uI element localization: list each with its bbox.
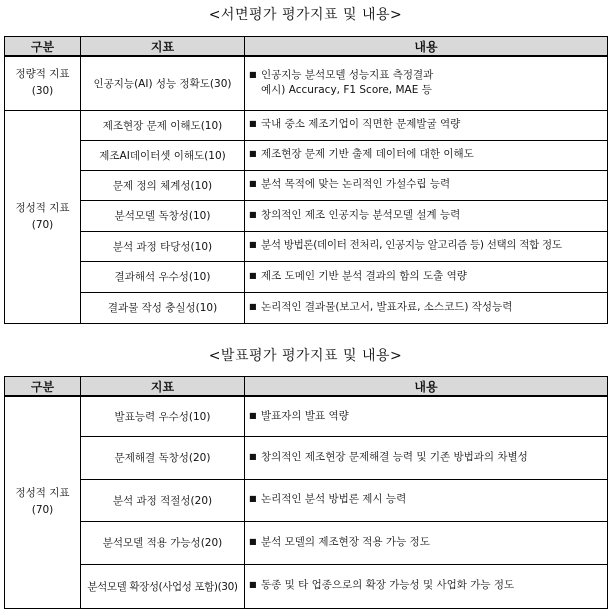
- content-cell: [245, 564, 608, 608]
- bullet-icon: ■: [249, 240, 257, 250]
- bullet-icon: ■: [249, 270, 257, 280]
- bullet-icon: ■: [249, 179, 257, 189]
- content-text: 동종 및 타 업종으로의 확장 가능성 및 사업화 가능 정도: [261, 579, 515, 592]
- content-text: 인공지능 분석모델 성능지표 측정결과: [261, 69, 434, 82]
- presentation-eval-table: [4, 376, 608, 609]
- indicator-cell: 제조현장 문제 이해도(10): [81, 110, 245, 140]
- indicator-cell: 문제해결 독창성(20): [81, 436, 245, 479]
- content-cell: [245, 140, 608, 170]
- content-text: 논리적인 분석 방법론 제시 능력: [261, 493, 407, 506]
- indicator-cell: 분석 과정 타당성(10): [81, 231, 245, 261]
- table-row: [5, 436, 608, 479]
- indicator-cell: 분석모델 확장성(사업성 포함)(30): [81, 564, 245, 608]
- header-indicator: 지표: [81, 37, 245, 57]
- bullet-icon: ■: [249, 301, 257, 311]
- content-cell: [245, 200, 608, 231]
- content-text: 창의적인 제조현장 문제해결 능력 및 기존 방법과의 차별성: [261, 450, 528, 463]
- bullet-icon: ■: [249, 451, 257, 461]
- table-row: [5, 261, 608, 292]
- bullet-icon: ■: [249, 580, 257, 590]
- written-eval-caption: <서면평가 평가지표 및 내용>: [208, 7, 403, 23]
- content-cell: [245, 479, 608, 521]
- indicator-cell: 문제 정의 체계성(10): [81, 170, 245, 200]
- table-header-row: [5, 377, 608, 397]
- category-label: 정량적 지표: [15, 68, 70, 81]
- table-row: [5, 56, 608, 110]
- bullet-icon: ■: [249, 70, 257, 80]
- bullet-icon: ■: [249, 410, 257, 420]
- table-row: [5, 140, 608, 170]
- header-content: 내용: [245, 37, 608, 57]
- content-cell: [245, 292, 608, 323]
- content-text: 국내 중소 제조기업이 직면한 문제발굴 역량: [261, 118, 461, 131]
- category-label: 정성적 지표: [15, 487, 70, 500]
- category-weight: (70): [31, 218, 54, 231]
- category-weight: (30): [31, 85, 54, 98]
- content-cell: [245, 436, 608, 479]
- content-text: 발표자의 발표 역량: [261, 409, 349, 422]
- header-indicator: 지표: [81, 377, 245, 397]
- table-row: [5, 170, 608, 200]
- table-row: [5, 110, 608, 140]
- table-row: [5, 292, 608, 323]
- category-cell: [5, 110, 81, 323]
- indicator-cell: 분석모델 독창성(10): [81, 200, 245, 231]
- category-cell: [5, 56, 81, 110]
- content-text-example: 예시) Accuracy, F1 Score, MAE 등: [261, 84, 432, 97]
- bullet-icon: ■: [249, 536, 257, 546]
- content-text: 제조 도메인 기반 분석 결과의 함의 도출 역량: [261, 269, 467, 282]
- table-row: [5, 564, 608, 608]
- content-cell: [245, 521, 608, 564]
- bullet-icon: ■: [249, 149, 257, 159]
- content-text: 분석 방법론(데이터 전처리, 인공지능 알고리즘 등) 선택의 적합 정도: [261, 239, 562, 252]
- content-text: 논리적인 결과물(보고서, 발표자료, 소스코드) 작성능력: [261, 300, 513, 313]
- table-row: [5, 479, 608, 521]
- indicator-cell: 분석모델 적용 가능성(20): [81, 521, 245, 564]
- bullet-icon: ■: [249, 119, 257, 129]
- indicator-cell: 인공지능(AI) 성능 정확도(30): [81, 56, 245, 110]
- content-text: 창의적인 제조 인공지능 분석모델 설계 능력: [261, 208, 461, 221]
- indicator-cell: 제조AI데이터셋 이해도(10): [81, 140, 245, 170]
- table-row: [5, 231, 608, 261]
- content-cell: [245, 396, 608, 436]
- header-content: 내용: [245, 377, 608, 397]
- indicator-cell: 발표능력 우수성(10): [81, 396, 245, 436]
- table-row: [5, 396, 608, 436]
- table-row: [5, 521, 608, 564]
- written-eval-table: [4, 36, 608, 324]
- indicator-cell: 결과물 작성 충실성(10): [81, 292, 245, 323]
- content-cell: [245, 231, 608, 261]
- header-category: 구분: [5, 377, 81, 397]
- category-label: 정성적 지표: [15, 201, 70, 214]
- content-cell: [245, 110, 608, 140]
- presentation-eval-caption: <발표평가 평가지표 및 내용>: [208, 348, 403, 364]
- indicator-cell: 결과해석 우수성(10): [81, 261, 245, 292]
- content-text: 분석 모델의 제조현장 적용 가능 정도: [261, 535, 430, 548]
- content-cell: [245, 170, 608, 200]
- bullet-icon: ■: [249, 209, 257, 219]
- content-text: 제조현장 문제 기반 출제 데이터에 대한 이해도: [261, 148, 474, 161]
- content-cell: [245, 261, 608, 292]
- bullet-icon: ■: [249, 494, 257, 504]
- header-category: 구분: [5, 37, 81, 57]
- indicator-cell: 분석 과정 적절성(20): [81, 479, 245, 521]
- table-row: [5, 200, 608, 231]
- category-cell: [5, 396, 81, 608]
- content-text: 분석 목적에 맞는 논리적인 가설수립 능력: [261, 178, 451, 191]
- content-cell: [245, 56, 608, 110]
- category-weight: (70): [31, 504, 54, 517]
- table-header-row: [5, 37, 608, 57]
